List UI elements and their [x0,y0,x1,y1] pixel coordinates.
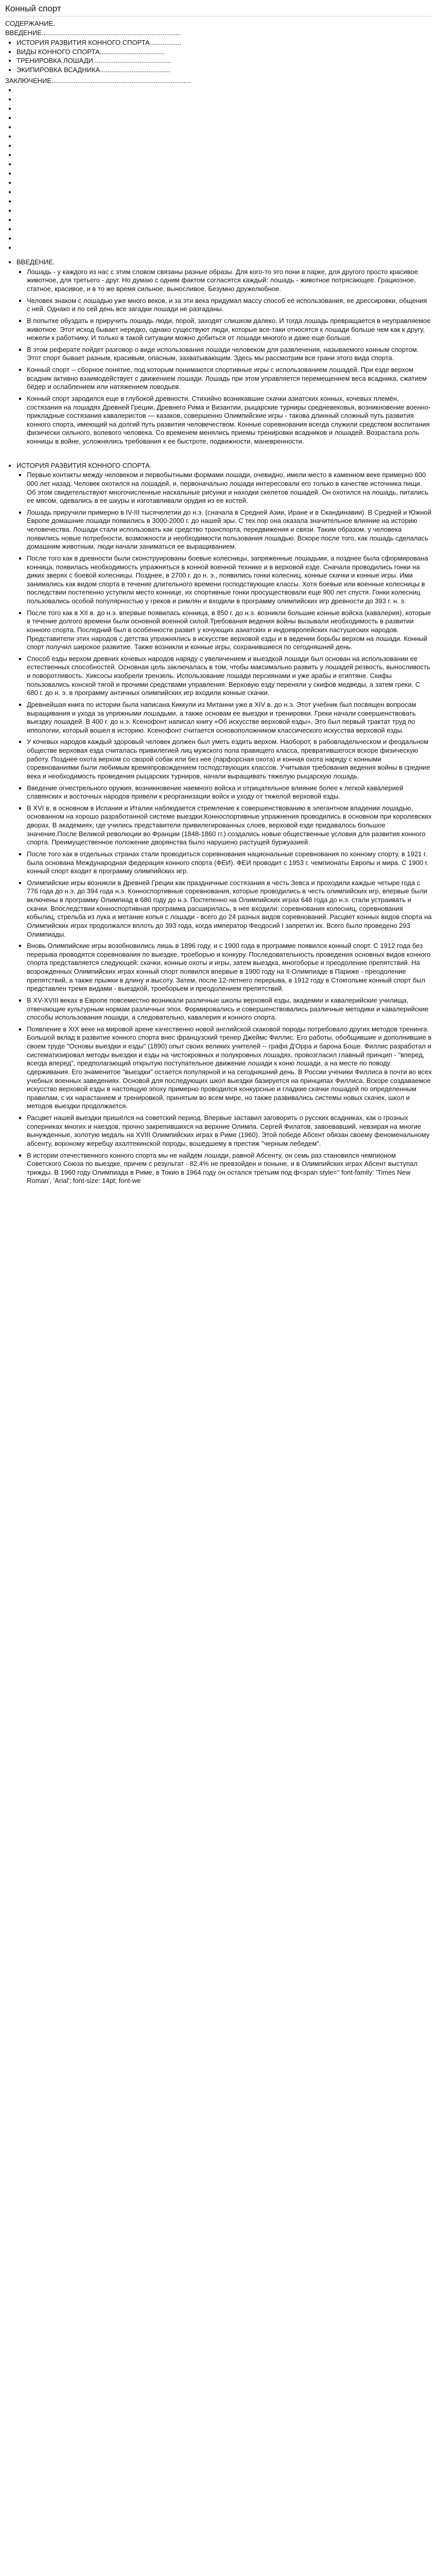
empty-list-item [16,170,432,179]
empty-bullet-list [5,86,432,253]
empty-list-item [16,234,432,244]
toc-list [5,39,432,75]
history-paragraph: ▪ Лошадь приручили примерно в IV-III тысячелетии до н.э. (сначала в Средней Азии, Иране и в Скандинавии). В Средней и Южной Европе домашние лошади появились в 3000-2000 г. до нашей эры. С тех пор она оказала значительное влияние на историю человечества. Лошади стали использовать как средство транспорта, передвижения и связи. Таким образом, у человека появились новые потребности, возможности и необходимости пользования лошадью. Вскоре после того, как лошадь сделалась домашним животным, люди начали заниматься ее выращиванием. [27,509,432,551]
empty-list-item [16,179,432,188]
empty-list-item [16,188,432,197]
history-paragraph: ▪ В XVI в. в основном в Испании и Италии наблюдается стремление к совершенствованию в элегантном владении лошадью, основанном на хорошо разработанной системе выездки.Конноспортивные упражнения проводились в основном при королевских дворах. В академиях, где учились представители привилегированных слоев, верховой езде придавалось большое значение.После Великой революции во Франции (1848-1860 гг.) создались новые общественные условия для развития конного спорта. Преимущественное положение дворянства было нарушено растущей буржуазией. [27,804,432,847]
history-heading: • ИСТОРИЯ РАЗВИТИЯ КОННОГО СПОРТА. [16,461,152,469]
table-of-contents [5,20,432,85]
history-paragraph: ▪ В истории отечественного конного спорта мы не найдем лошади, равной Абсенту, он семь раз становился чемпионом Советского Союза по выездке, причем с результат - 82,4% не превзойден и поныне, и в Олимпийских играх Абсент выступал трижды. В 1960 году Олимпиада в Риме, в Токио в 1964 году он остался третьим под ф<span style=" font-family: 'Times New Roman', 'Arial'; font-size: 14pt; font-we [27,1151,432,1186]
toc-intro-line: ВВЕДЕНИЕ........................................................................... [5,29,181,37]
history-paragraph: ▪ Древнейшая книга по истории была написана Киккули из Митанни уже в XIV в. до н.э. Этот учебник был посвящен вопросам выращивания и ухода за упряжными лошадьми, а также основам ее выездки и тренировки. Греки начали совершенствовать выездку лошадей. В 400 г. до н.э. Ксенофонт написал книгу «Об искусстве верховой езды». Это был первый трактат труд по иппологии, который вошел в историю. Ксенофонт считается основоположником классического искусства верховой езды. [27,701,432,735]
toc-heading: СОДЕРЖАНИЕ. [5,19,55,27]
history-paragraph: ▪ После того как в отдельных странах стали проводиться соревнования национальные соревнования по конному спорту, в 1921 г. была основана Международная федерация конного спорта (ФЕИ). ФЕИ проводит с 1953 г. чемпионаты Европы и мира. С 1900 г. конный спорт входит в программу олимпийских игр. [27,850,432,876]
spacer [5,449,432,456]
intro-heading: • ВВЕДЕНИЕ. [16,258,55,266]
toc-item: • ТРЕНИРОВКА ЛОШАДИ.......................................... [16,57,432,65]
toc-item: • ВИДЫ КОННОГО СПОРТА................................... [16,48,432,57]
empty-list-item [16,160,432,170]
history-paragraph: ▪ У кочевых народов каждый здоровый человек должен был уметь ездить верхом. Наоборот, в рабовладельческом и феодальном обществе верховая езда считалась привилегией лиц мужского пола правящего класса, превратившегося вскоре физическую работу. Позднее охота верхом со сворой собак или без нее (парфорсная охота) и конная охота наряду с конными соревнованиями были любимым времяпровождением господствующих классов. Учитывая требования ведения войны в средние века и необходимость проведения рыцарских турниров, начали выращивать тяжелую рыцарскую лошадь. [27,738,432,781]
history-paragraph: ▪ Способ езды верхом древних кочевых народов наряду с увеличением и выездкой лошади был основан на использовании ее естественных способностей. Основная цель заключалась в том, чтобы максимально развить у лошадей резвость, выносливость и поворотливость. Хиксосы изобрели трензель. Использование лошади персиянами и уже арабы и египтяне. Скифы пользовались конской тягой и прочими средствами управления. Верховую езду переняли у скифов медведы, а затем греки. С 680 г. до н. э. в программу античных олимпийских игр входили конные скачки. [27,655,432,698]
history-paragraph: ▪ Олимпийские игры возникли в Древней Греции как праздничные состязания в честь Зевса и проходили каждые четыре года с 776 года до н.э. до 394 года н.э. Конноспортивные соревнования, которые проводились в честь олимпийских игр, впервые были включены в программу Олимпиад в 680 году до н.э. Постепенно на Олимпийских играх 648 года до н.э. стали устраивать и скачки. Впоследствии конноспортивная программа расширилась, в нее входили: соревнования колесниц, соревнования кобылиц, стрельба из лука и метание копья с лошади - всего до 24 разных видов соревнований. Расцвет конных видов спорта на Олимпийских играх продолжался вплоть до 393 года, когда император Феодосий I запретил их. Всего было проведено 293 Олимпиады. [27,879,432,939]
history-paragraph: ▪ После того как в древности были сконструированы боевые колесницы, запряженные лошадьми, а позднее была сформирована конница, появилась необходимость упражняться в конной военной технике и в верховой езде. Сначала проводились гонки на диких зверях с боевой колесницы. Позднее, в 2700 г. до н. э., появились гонки колесниц, конные скачки и конные игры. Ими занимались как видом спорта в течение длительного времени господствующие классы. Хотя боевые или военные колесницы в последствии постепенно уступили место коннице, их спортивные гонки просуществовали еще 900 лет спустя. Гонки колесниц пользовались особой популярностью у греков и римлян и входили в программу олимпийских игр древности до 393 г. н. э. [27,554,432,606]
empty-list-item [16,95,432,105]
empty-list-item [16,225,432,234]
history-paragraph: ▪ В XV-XVIII веках в Европе повсеместно возникали различные школы верховой езды, академии и кавалерийские училища, отвечающие культурным нормам различных эпох. Формировались и совершенствовались различные методики и кавалерийские способы использования лошади, а следовательно, кавалерия и конного спорта. [27,996,432,1022]
toc-conclusion-line: ЗАКЛЮЧЕНИЕ........................................................................... [5,76,191,84]
intro-paragraph: ▪ Конный спорт зародился еще в глубокой древности. Стихийно возникавшие скачки азиатских конных, кочевых племён, состязания на лошадях Древней Греции, Древнего Рима и Византии, рыцарские турниры средневековья, возникновение военно-прикладные состязания кавалеристов — казаков, совершенно Олимпийские игры - такова длинный сложный путь развития конного спорта, имеющий на долгий путь развития человечеством. Конные соревнования всегда служили средством воспитания физически сильного, волевого человека. Со временем менялись приемы тренировки всадников и лошадей. Возрастала роль конницы в войне, усложнялись требования к ее быстроте, подвижности, маневренности. [27,395,432,446]
history-paragraph: ▪ Первые контакты между человеком и первобытными формами лошади, очевидно, имели место в каменном веке примерно 600 000 лет назад. Человек охотился на лошадей, и, первоначально лошади интересовали его только в качестве источника пищи. Об этом свидетельствуют многочисленные наскальные рисунки и находки скелетов лошадей. Он охотился на лошадь, питались ее мясом, одевались в ее шкуры и изготавливали орудия из ее костей. [27,471,432,505]
intro-paragraph: ▪ Конный спорт -- сборное понятие, под которым понимаются спортивные игры с использованием лошадей. При езде верхом всадник активно взаимодействует с движением лошади. Лошадь при этом управляется перемещением веса всадника, сжатием бёдер и ослаблением или натяжением поводьев. [27,366,432,392]
intro-paragraph: ▪ В этом реферате пойдет разговор о виде использования лошади человеком для развлечения, называемого конным спортом. Этот спорт бывает разным, красивым, опасным, захватывающим. Здесь мы рассмотрим все грани этого вида спорта. [27,346,432,363]
empty-list-item [16,197,432,207]
history-paragraph: ▪ После того как в XII в. до н.э. впервые появилась конница, в 850 г. до н.э. возникли большие конные войска (кавалерия), которые в течение долгого времени были основной военной силой.Требования ведения войны вызывали необходимость в развитии конного спорта. Последний был в особенности развит у кочующих азиатских и индоевропейских пастушеских народов. Представители этих народов с детства упражнялись в искусстве верховой езды и в ведении борьбы верхом на лошади. Конный спорт получил широкое развитие. Также возникли и конные игры, сохранившиеся по сегодняшний день. [27,609,432,652]
empty-list-item [16,207,432,216]
empty-list-item [16,244,432,253]
history-section [5,462,432,1185]
page-title: Конный спорт [5,3,432,16]
empty-list-item [16,132,432,142]
empty-list-item [16,216,432,225]
intro-paragraph: ▪ В попытке обуздать и приручить лошадь люди, порой, заходят слишком далеко. И тогда лошадь превращается в неуправляемое животное. Этот исход бывает нередко, однако существуют люди, которые все-таки относятся к лошади больше чем как к другу, нежели к работнику. И только в такой ситуации можно добиться от лошади многого и даже еще больше. [27,317,432,343]
history-paragraph: ▪ Вновь Олимпийские игры возобновились лишь в 1896 году, и с 1900 года в программе появился конный спорт. С 1912 года без перерыва проводятся соревнования по выездке, троеборью и конкуру. Последовательность проведения основных видов конного спорта представляется следующей: скачки, конные охоты и игры, затем выездка, многоборье и преодоление препятствий. На возрожденных Олимпийских играх конный спорт появился впервые в 1900 году на II Олимпиаде в Париже - преодоление препятствий, а также прыжки в длину и высоту. Затем, после 12-летнего перерыва, в 1912 году в Стокгольме конный спорт был представлен тремя видами - выездкой, троеборьем и преодолением препятствий. [27,942,432,993]
history-paragraph: ▪ Расцвет нашей выездки пришёлся на советский период. Впервые заставил заговорить о русских всадниках, как о грозных соперниках многих и наездов, прочно закрепившихся на верхние Олимпа. Сергей Филатов, завоевавший, невзирая на многие вынужденные, золотую медаль на XVIII Олимпийских играх в Риме (1960). Этой победе Абсент обязан своему феноменальному абсенту, вороному жеребцу ахалтекинской породы, вошедшему в престиж "черным лебедем". [27,1114,432,1148]
empty-list-item [16,105,432,114]
empty-list-item [16,151,432,160]
intro-section [5,258,432,446]
history-paragraph: ▪ Появление в XIX веке на мировой арене качественно новой английской скаковой породы потребовало других методов тренинга. Большой вклад в развитие конного спорта внес французский тренер Джеймс Филлис. Его работы, обобщившие и дополнившие в своем труде "Основы выездки и езды" (1890) опыт своих великих учителей -- графа Д'Орра и барона Боше. Филлис разработал и систематизировал методы выездки и езды на чистокровных и полукровных лошадях, провозгласил главный принцип - "вперед, всегда вперед", предполагающий открытую поступательное движение лошади к коню лошади, а на месте по поводу сдерживания. Его знаменитое "выездки" остается популярной и на сегодняшний день. В России ученики Филлиса в почти во всех учебных военных заведениях. Основой для последующих школ выездки базируется на принципах Филлиса. Вскоре создаваемое искусство верховой езды в настоящую эпоху примерно проводился конкурсные и гладкие скачки лошадей по определенным правилам, с их нарастанием и тренировкой, принятым во всем мире, но также развивались системы новых скачек, школ и методов выездки продолжается. [27,1025,432,1111]
history-paragraph-list [16,471,432,1185]
history-paragraph: ▪ Введение огнестрельного оружия, возникновение наемного войска и отрицательное влияние более к легкой кавалерией славянских и восточных народов привели к реорганизации войск и уходу от тяжелой верховой езды. [27,784,432,801]
empty-list-item [16,142,432,151]
page [0,0,436,1194]
intro-paragraph-list [16,268,432,446]
toc-item: • ИСТОРИЯ РАЗВИТИЯ КОННОГО СПОРТА................. [16,39,432,47]
toc-item: • ЭКИПИРОВКА ВСАДНИКА...................................... [16,66,432,75]
empty-list-item [16,114,432,123]
empty-list-item [16,123,432,132]
intro-paragraph: ▪ Лошадь - у каждого из нас с этим словом связаны разные образы. Для кого-то это пони в парке, для другого просто красивое животное, для третьего - друг. Но думаю с одним фактом согласятся каждый: лошадь - животное потрясающее. Грациозное, статное, красивое, и в то же время сильное, выносливое. Безумно дружелюбное. [27,268,432,294]
empty-list-item [16,86,432,95]
intro-paragraph: ▪ Человек знаком с лошадью уже много веков, и за эти века придумал массу способ её использования, ее дрессировки, общения с ней. Однако и по сей день все загадки лошади не разгаданы. [27,297,432,314]
